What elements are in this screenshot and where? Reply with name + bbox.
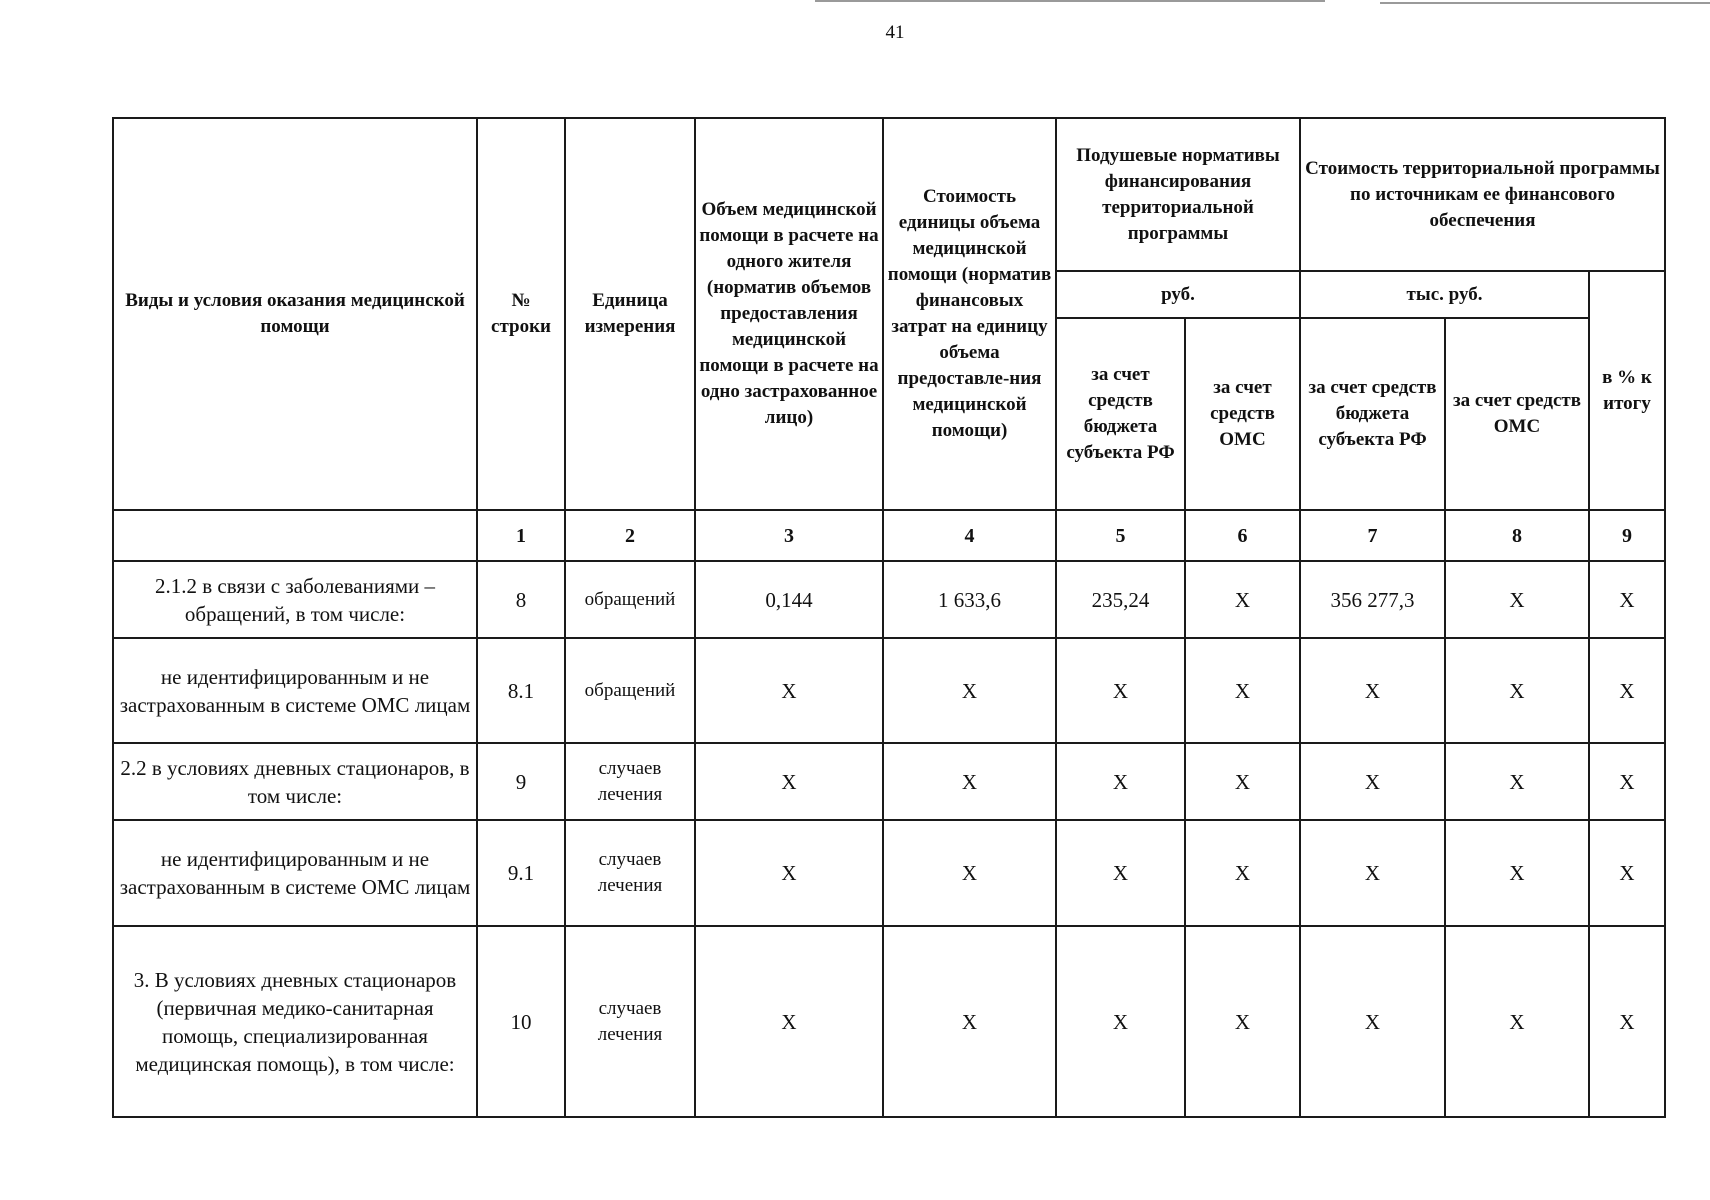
scan-edge-line: [1380, 2, 1710, 4]
column-number: 9: [1589, 510, 1665, 561]
cell-budget-rub: X: [1056, 820, 1185, 926]
header-volume: Объем медицинской помощи в расчете на одного жителя (норматив объемов предоставления медицинской помощи в расчете на одно застрахованное лицо): [695, 118, 883, 510]
cell-unit-cost: 1 633,6: [883, 561, 1056, 638]
cell-unit: случаев лечения: [565, 926, 695, 1117]
header-unit-rub: руб.: [1056, 271, 1300, 318]
table-row: [113, 743, 1665, 820]
table-row: [113, 638, 1665, 743]
cell-percent: X: [1589, 926, 1665, 1117]
cell-budget-rub: X: [1056, 926, 1185, 1117]
header-row-number: № строки: [477, 118, 565, 510]
column-number: 6: [1185, 510, 1300, 561]
column-number: 2: [565, 510, 695, 561]
cell-budget-rub: X: [1056, 638, 1185, 743]
cell-percent: X: [1589, 561, 1665, 638]
header-program-cost: Стоимость территориальной программы по источникам ее финансового обеспечения: [1300, 118, 1665, 271]
column-number: 5: [1056, 510, 1185, 561]
header-unit-thousand-rub: тыс. руб.: [1300, 271, 1589, 318]
cell-unit-cost: X: [883, 638, 1056, 743]
cell-volume: X: [695, 820, 883, 926]
medical-care-table: [112, 117, 1666, 1118]
cell-unit: обращений: [565, 561, 695, 638]
cell-percent: X: [1589, 820, 1665, 926]
cell-type: 3. В условиях дневных стационаров (первичная медико-санитарная помощь, специализированная медицинская помощь), в том числе:: [113, 926, 477, 1117]
header-budget-rub: за счет средств бюджета субъекта РФ: [1056, 318, 1185, 510]
cell-oms-rub: X: [1185, 926, 1300, 1117]
cell-row-number: 8: [477, 561, 565, 638]
cell-row-number: 9.1: [477, 820, 565, 926]
cell-budget-thousand: X: [1300, 926, 1445, 1117]
cell-oms-rub: X: [1185, 638, 1300, 743]
column-number: 1: [477, 510, 565, 561]
cell-oms-rub: X: [1185, 743, 1300, 820]
cell-type: 2.2 в условиях дневных стационаров, в том числе:: [113, 743, 477, 820]
cell-unit-cost: X: [883, 926, 1056, 1117]
cell-type: не идентифицированным и не застрахованным в системе ОМС лицам: [113, 638, 477, 743]
cell-oms-thousand: X: [1445, 926, 1589, 1117]
cell-oms-thousand: X: [1445, 561, 1589, 638]
scan-edge-line: [815, 0, 1325, 2]
column-number: 3: [695, 510, 883, 561]
cell-unit-cost: X: [883, 820, 1056, 926]
header-budget-thousand: за счет средств бюджета субъекта РФ: [1300, 318, 1445, 510]
cell-volume: X: [695, 926, 883, 1117]
cell-oms-rub: X: [1185, 561, 1300, 638]
cell-budget-thousand: X: [1300, 820, 1445, 926]
cell-type: 2.1.2 в связи с заболеваниями – обращений, в том числе:: [113, 561, 477, 638]
cell-oms-rub: X: [1185, 820, 1300, 926]
cell-unit-cost: X: [883, 743, 1056, 820]
cell-budget-thousand: X: [1300, 743, 1445, 820]
table-row: [113, 561, 1665, 638]
header-unit: Единица измерения: [565, 118, 695, 510]
column-number: 8: [1445, 510, 1589, 561]
page-number: 41: [885, 22, 905, 43]
cell-percent: X: [1589, 638, 1665, 743]
header-oms-thousand: за счет средств ОМС: [1445, 318, 1589, 510]
column-number: 4: [883, 510, 1056, 561]
cell-oms-thousand: X: [1445, 743, 1589, 820]
cell-budget-rub: 235,24: [1056, 561, 1185, 638]
header-per-capita-norms: Подушевые нормативы финансирования территориальной программы: [1056, 118, 1300, 271]
cell-row-number: 8.1: [477, 638, 565, 743]
cell-percent: X: [1589, 743, 1665, 820]
cell-type: не идентифицированным и не застрахованным в системе ОМС лицам: [113, 820, 477, 926]
cell-unit: случаев лечения: [565, 743, 695, 820]
header-unit-cost: Стоимость единицы объема медицинской помощи (норматив финансовых затрат на единицу объема предоставле-ния медицинской помощи): [883, 118, 1056, 510]
cell-budget-rub: X: [1056, 743, 1185, 820]
cell-volume: X: [695, 743, 883, 820]
cell-unit: случаев лечения: [565, 820, 695, 926]
header-percent-of-total: в % к итогу: [1589, 271, 1665, 510]
cell-budget-thousand: X: [1300, 638, 1445, 743]
cell-oms-thousand: X: [1445, 638, 1589, 743]
cell-row-number: 10: [477, 926, 565, 1117]
column-number-row: [113, 510, 1665, 561]
column-number: 7: [1300, 510, 1445, 561]
header-type-of-care: Виды и условия оказания медицинской помощи: [113, 118, 477, 510]
header-oms-rub: за счет средств ОМС: [1185, 318, 1300, 510]
cell-row-number: 9: [477, 743, 565, 820]
cell-oms-thousand: X: [1445, 820, 1589, 926]
table-row: [113, 820, 1665, 926]
cell-budget-thousand: 356 277,3: [1300, 561, 1445, 638]
table-row: [113, 926, 1665, 1117]
column-number: [113, 510, 477, 561]
cell-volume: 0,144: [695, 561, 883, 638]
cell-unit: обращений: [565, 638, 695, 743]
cell-volume: X: [695, 638, 883, 743]
